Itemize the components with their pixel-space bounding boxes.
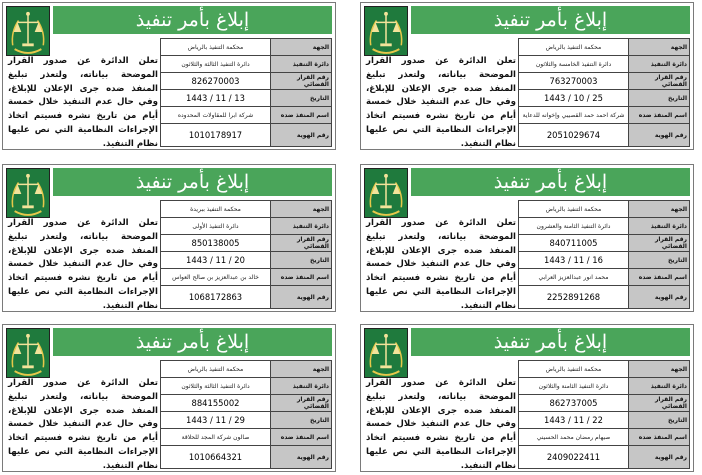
circuit-label: دائرة التنفيذ xyxy=(271,218,332,235)
detail-row-debtor xyxy=(161,269,332,286)
notice-card xyxy=(360,2,694,150)
detail-row-circuit xyxy=(519,378,690,395)
detail-row-authority xyxy=(161,201,332,218)
decision-no-value: 840711005 xyxy=(519,235,629,252)
id-no-label: رقم الهوية xyxy=(271,124,332,147)
detail-row-date xyxy=(161,90,332,107)
detail-row-id-no xyxy=(519,286,690,309)
circuit-value: دائرة التنفيذ الخامسة والثلاثون xyxy=(519,56,629,73)
circuit-value: دائرة التنفيذ الثالثة والثلاثون xyxy=(161,56,271,73)
notice-body-text: تعلن الدائرة عن صدور القرار الموضحة بياناته، ولتعذر تبليغ المنفذ ضده جرى الإعلان للإبلاغ، وفي حال عدم التنفيذ خلال خمسة أيام من تاريخ نشره فسيتم اتخاذ الإجراءات النظامية التي نص عليها نظام التنفيذ. xyxy=(366,218,516,311)
ministry-of-justice-logo-icon xyxy=(364,168,408,218)
decision-no-label: رقم القرار القضائي xyxy=(629,235,690,252)
detail-row-id-no xyxy=(519,446,690,469)
id-no-value: 1010178917 xyxy=(161,124,271,147)
decision-no-value: 850138005 xyxy=(161,235,271,252)
ministry-of-justice-logo-icon xyxy=(6,168,50,218)
detail-row-authority xyxy=(161,361,332,378)
authority-label: الجهة xyxy=(271,39,332,56)
notice-card xyxy=(2,2,336,150)
detail-row-authority xyxy=(519,361,690,378)
id-no-value: 2252891268 xyxy=(519,286,629,309)
ministry-of-justice-logo-icon xyxy=(6,6,50,56)
circuit-label: دائرة التنفيذ xyxy=(271,56,332,73)
debtor-value: صيهام رمضان محمد الحسيني xyxy=(519,429,629,446)
date-value: 1443 / 10 / 25 xyxy=(519,90,629,107)
decision-no-label: رقم القرار القضائي xyxy=(271,73,332,90)
notice-body-text: تعلن الدائرة عن صدور القرار الموضحة بياناته، ولتعذر تبليغ المنفذ ضده جرى الإعلان للإبلاغ، وفي حال عدم التنفيذ خلال خمسة أيام من تاريخ نشره فسيتم اتخاذ الإجراءات النظامية التي نص عليها نظام التنفيذ. xyxy=(8,378,158,471)
detail-row-circuit xyxy=(161,218,332,235)
detail-row-circuit xyxy=(161,56,332,73)
decision-no-value: 826270003 xyxy=(161,73,271,90)
debtor-label: اسم المنفذ ضده xyxy=(629,107,690,124)
notice-details-table xyxy=(518,38,690,147)
circuit-value: دائرة التنفيذ الثامنة والثلاثون xyxy=(519,378,629,395)
detail-row-decision-no xyxy=(519,73,690,90)
id-no-label: رقم الهوية xyxy=(629,446,690,469)
notice-card xyxy=(2,164,336,312)
detail-row-debtor xyxy=(519,269,690,286)
circuit-label: دائرة التنفيذ xyxy=(271,378,332,395)
detail-row-date xyxy=(519,412,690,429)
id-no-label: رقم الهوية xyxy=(271,446,332,469)
detail-row-decision-no xyxy=(519,235,690,252)
date-value: 1443 / 11 / 29 xyxy=(161,412,271,429)
circuit-value: دائرة التنفيذ الأولى xyxy=(161,218,271,235)
authority-value: محكمة التنفيذ ببريدة xyxy=(161,201,271,218)
notice-card xyxy=(360,164,694,312)
id-no-value: 1010664321 xyxy=(161,446,271,469)
id-no-label: رقم الهوية xyxy=(271,286,332,309)
detail-row-id-no xyxy=(161,124,332,147)
detail-row-authority xyxy=(519,201,690,218)
detail-row-id-no xyxy=(161,446,332,469)
date-label: التاريخ xyxy=(629,90,690,107)
debtor-label: اسم المنفذ ضده xyxy=(271,107,332,124)
detail-row-decision-no xyxy=(161,73,332,90)
detail-row-debtor xyxy=(161,107,332,124)
debtor-value: شركة احمد حمد القصيبي وإخوانه للدعاية xyxy=(519,107,629,124)
notice-card xyxy=(2,324,336,472)
date-label: التاريخ xyxy=(271,412,332,429)
date-value: 1443 / 11 / 16 xyxy=(519,252,629,269)
detail-row-id-no xyxy=(161,286,332,309)
detail-row-debtor xyxy=(519,107,690,124)
decision-no-value: 763270003 xyxy=(519,73,629,90)
circuit-value: دائرة التنفيذ الثالثة والثلاثون xyxy=(161,378,271,395)
debtor-label: اسم المنفذ ضده xyxy=(271,429,332,446)
notice-details-table xyxy=(160,200,332,309)
id-no-label: رقم الهوية xyxy=(629,124,690,147)
id-no-value: 2051029674 xyxy=(519,124,629,147)
notice-body-text: تعلن الدائرة عن صدور القرار الموضحة بياناته، ولتعذر تبليغ المنفذ ضده جرى الإعلان للإبلاغ، وفي حال عدم التنفيذ خلال خمسة أيام من تاريخ نشره فسيتم اتخاذ الإجراءات النظامية التي نص عليها نظام التنفيذ. xyxy=(8,218,158,311)
detail-row-date xyxy=(161,412,332,429)
debtor-value: محمد انور عبدالعزيز العرابي xyxy=(519,269,629,286)
authority-value: محكمة التنفيذ بالرياض xyxy=(161,361,271,378)
notice-title: إبلاغ بأمر تنفيذ xyxy=(411,6,690,34)
notice-details-table xyxy=(518,200,690,309)
detail-row-authority xyxy=(161,39,332,56)
decision-no-label: رقم القرار القضائي xyxy=(629,73,690,90)
notice-details-table xyxy=(160,360,332,469)
notice-title: إبلاغ بأمر تنفيذ xyxy=(53,328,332,356)
notice-title: إبلاغ بأمر تنفيذ xyxy=(53,168,332,196)
decision-no-label: رقم القرار القضائي xyxy=(629,395,690,412)
notice-title: إبلاغ بأمر تنفيذ xyxy=(411,168,690,196)
authority-value: محكمة التنفيذ بالرياض xyxy=(519,201,629,218)
debtor-label: اسم المنفذ ضده xyxy=(629,429,690,446)
date-value: 1443 / 11 / 20 xyxy=(161,252,271,269)
circuit-label: دائرة التنفيذ xyxy=(629,378,690,395)
detail-row-date xyxy=(519,252,690,269)
id-no-value: 1068172863 xyxy=(161,286,271,309)
decision-no-value: 884155002 xyxy=(161,395,271,412)
id-no-value: 2409022411 xyxy=(519,446,629,469)
detail-row-circuit xyxy=(519,56,690,73)
notice-body-text: تعلن الدائرة عن صدور القرار الموضحة بياناته، ولتعذر تبليغ المنفذ ضده جرى الإعلان للإبلاغ، وفي حال عدم التنفيذ خلال خمسة أيام من تاريخ نشره فسيتم اتخاذ الإجراءات النظامية التي نص عليها نظام التنفيذ. xyxy=(366,378,516,471)
detail-row-debtor xyxy=(519,429,690,446)
detail-row-circuit xyxy=(161,378,332,395)
notice-details-table xyxy=(160,38,332,147)
debtor-value: صالون شركة المجد للحلاقة xyxy=(161,429,271,446)
detail-row-date xyxy=(161,252,332,269)
authority-label: الجهة xyxy=(271,361,332,378)
notice-card xyxy=(360,324,694,472)
ministry-of-justice-logo-icon xyxy=(6,328,50,378)
circuit-label: دائرة التنفيذ xyxy=(629,218,690,235)
decision-no-value: 862737005 xyxy=(519,395,629,412)
date-value: 1443 / 11 / 13 xyxy=(161,90,271,107)
notice-body-text: تعلن الدائرة عن صدور القرار الموضحة بياناته، ولتعذر تبليغ المنفذ ضده جرى الإعلان للإبلاغ، وفي حال عدم التنفيذ خلال خمسة أيام من تاريخ نشره فسيتم اتخاذ الإجراءات النظامية التي نص عليها نظام التنفيذ. xyxy=(8,56,158,149)
detail-row-decision-no xyxy=(161,235,332,252)
authority-label: الجهة xyxy=(629,39,690,56)
authority-value: محكمة التنفيذ بالرياض xyxy=(519,361,629,378)
detail-row-decision-no xyxy=(161,395,332,412)
detail-row-id-no xyxy=(519,124,690,147)
date-label: التاريخ xyxy=(629,412,690,429)
notice-details-table xyxy=(518,360,690,469)
debtor-label: اسم المنفذ ضده xyxy=(629,269,690,286)
notice-body-text: تعلن الدائرة عن صدور القرار الموضحة بياناته، ولتعذر تبليغ المنفذ ضده جرى الإعلان للإبلاغ، وفي حال عدم التنفيذ خلال خمسة أيام من تاريخ نشره فسيتم اتخاذ الإجراءات النظامية التي نص عليها نظام التنفيذ. xyxy=(366,56,516,149)
circuit-label: دائرة التنفيذ xyxy=(629,56,690,73)
date-label: التاريخ xyxy=(271,90,332,107)
notice-title: إبلاغ بأمر تنفيذ xyxy=(53,6,332,34)
id-no-label: رقم الهوية xyxy=(629,286,690,309)
detail-row-authority xyxy=(519,39,690,56)
date-label: التاريخ xyxy=(629,252,690,269)
notice-title: إبلاغ بأمر تنفيذ xyxy=(411,328,690,356)
detail-row-decision-no xyxy=(519,395,690,412)
debtor-label: اسم المنفذ ضده xyxy=(271,269,332,286)
circuit-value: دائرة التنفيذ الثامنة والعشرون xyxy=(519,218,629,235)
authority-value: محكمة التنفيذ بالرياض xyxy=(519,39,629,56)
ministry-of-justice-logo-icon xyxy=(364,328,408,378)
detail-row-date xyxy=(519,90,690,107)
debtor-value: خالد بن عبدالعزيز بن صالح العواس xyxy=(161,269,271,286)
date-value: 1443 / 11 / 22 xyxy=(519,412,629,429)
ministry-of-justice-logo-icon xyxy=(364,6,408,56)
detail-row-circuit xyxy=(519,218,690,235)
authority-label: الجهة xyxy=(629,201,690,218)
authority-label: الجهة xyxy=(271,201,332,218)
detail-row-debtor xyxy=(161,429,332,446)
date-label: التاريخ xyxy=(271,252,332,269)
debtor-value: شركة ابرا للمقاولات المحدوده xyxy=(161,107,271,124)
authority-value: محكمة التنفيذ بالرياض xyxy=(161,39,271,56)
decision-no-label: رقم القرار القضائي xyxy=(271,395,332,412)
authority-label: الجهة xyxy=(629,361,690,378)
decision-no-label: رقم القرار القضائي xyxy=(271,235,332,252)
